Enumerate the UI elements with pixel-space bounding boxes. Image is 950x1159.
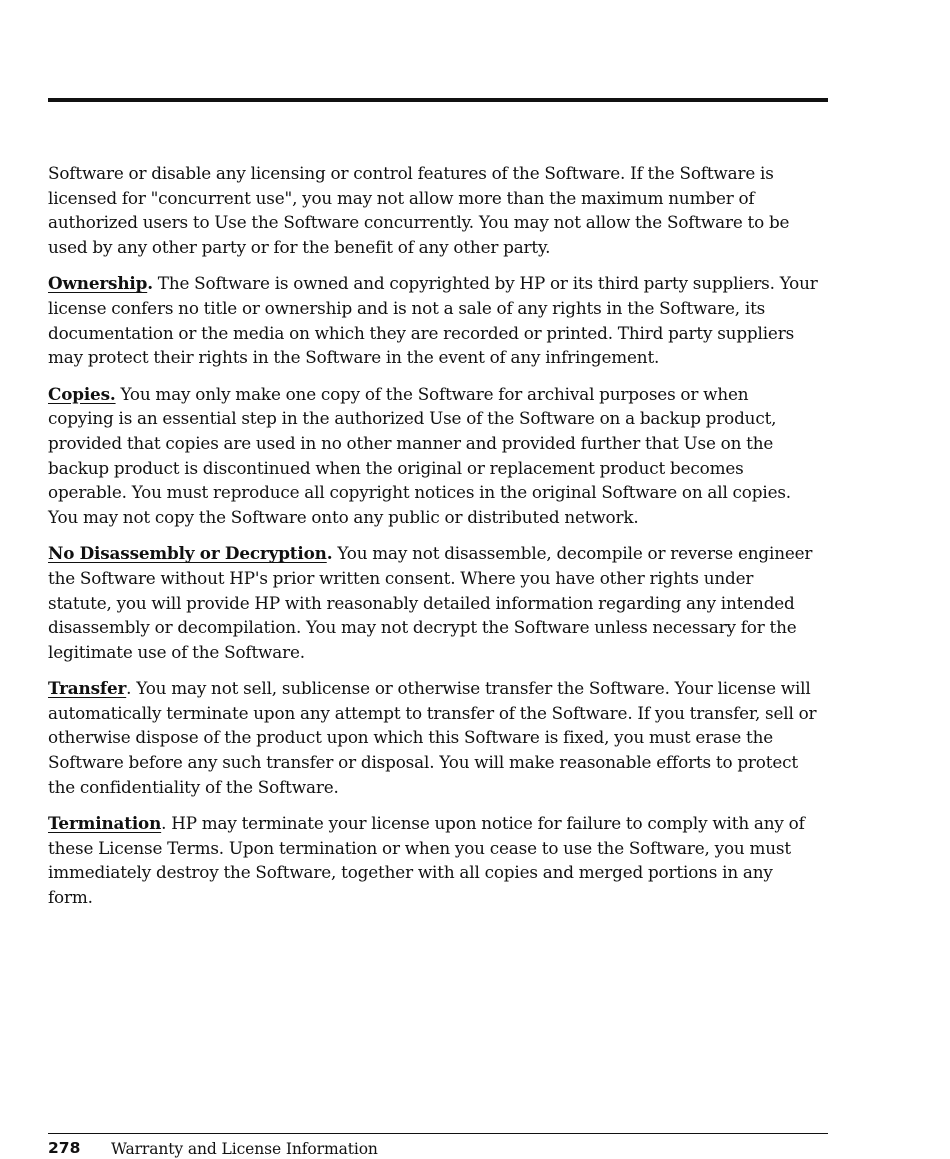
section-copies: [48, 382, 818, 530]
footer-rule: [48, 1133, 828, 1134]
section-body: The Software is owned and copyrighted by HP or its third party suppliers. Your license confers no title or ownership and is not a sale of any rights in the Software, its documentation or the media on which they are recorded or printed. Third party suppliers may protect their rights in the Software in the event of any infringement.: [48, 273, 818, 368]
section-body: . You may not sell, sublicense or otherwise transfer the Software. Your license will automatically terminate upon any attempt to transfer of the Software. If you transfer, sell or otherwise dispose of the product upon which this Software is fixed, you must erase the Software before any such transfer or disposal. You will make reasonable efforts to protect the confidentiality of the Software.: [48, 678, 817, 797]
section-body: You may not disassemble, decompile or reverse engineer the Software without HP's prior written consent. Where you have other rights under statute, you will provide HP with reasonably detailed information regarding any intended disassembly or decompilation. You may not decrypt the Software unless necessary for the legitimate use of the Software.: [48, 543, 813, 662]
heading-punctuation: .: [326, 543, 333, 564]
header-rule: [48, 98, 828, 102]
section-heading: Transfer: [48, 678, 127, 699]
section-transfer: [48, 676, 818, 799]
section-heading: Ownership: [48, 273, 148, 294]
page-number: 278: [48, 1139, 81, 1157]
section-body: . HP may terminate your license upon notice for failure to comply with any of these License Terms. Upon termination or when you cease to use the Software, you must immediately destroy the Software, together with all copies and merged portions in any form.: [48, 813, 805, 908]
section-heading: Termination: [48, 813, 162, 834]
heading-punctuation: .: [147, 273, 153, 294]
section-heading: No Disassembly or Decryption: [48, 543, 327, 564]
section-body: You may only make one copy of the Software for archival purposes or when copying is an essential step in the authorized Use of the Software on a backup product, provided that copies are used in no other manner and provided further that Use on the backup product is discontinued when the original or replacement product becomes operable. You must reproduce all copyright notices in the original Software on all copies. You may not copy the Software onto any public or distributed network.: [48, 383, 791, 527]
footer-title: Warranty and License Information: [111, 1140, 378, 1158]
section-termination: [48, 811, 818, 909]
document-body: [48, 161, 818, 922]
section-no-disassembly: [48, 541, 818, 664]
section-ownership: [48, 271, 818, 369]
section-heading: Copies.: [48, 383, 116, 404]
intro-paragraph: Software or disable any licensing or control features of the Software. If the Software is licensed for "concurrent use", you may not allow more than the maximum number of authorized users to Use the Software concurrently. You may not allow the Software to be used by any other party or for the benefit of any other party.: [48, 163, 790, 257]
